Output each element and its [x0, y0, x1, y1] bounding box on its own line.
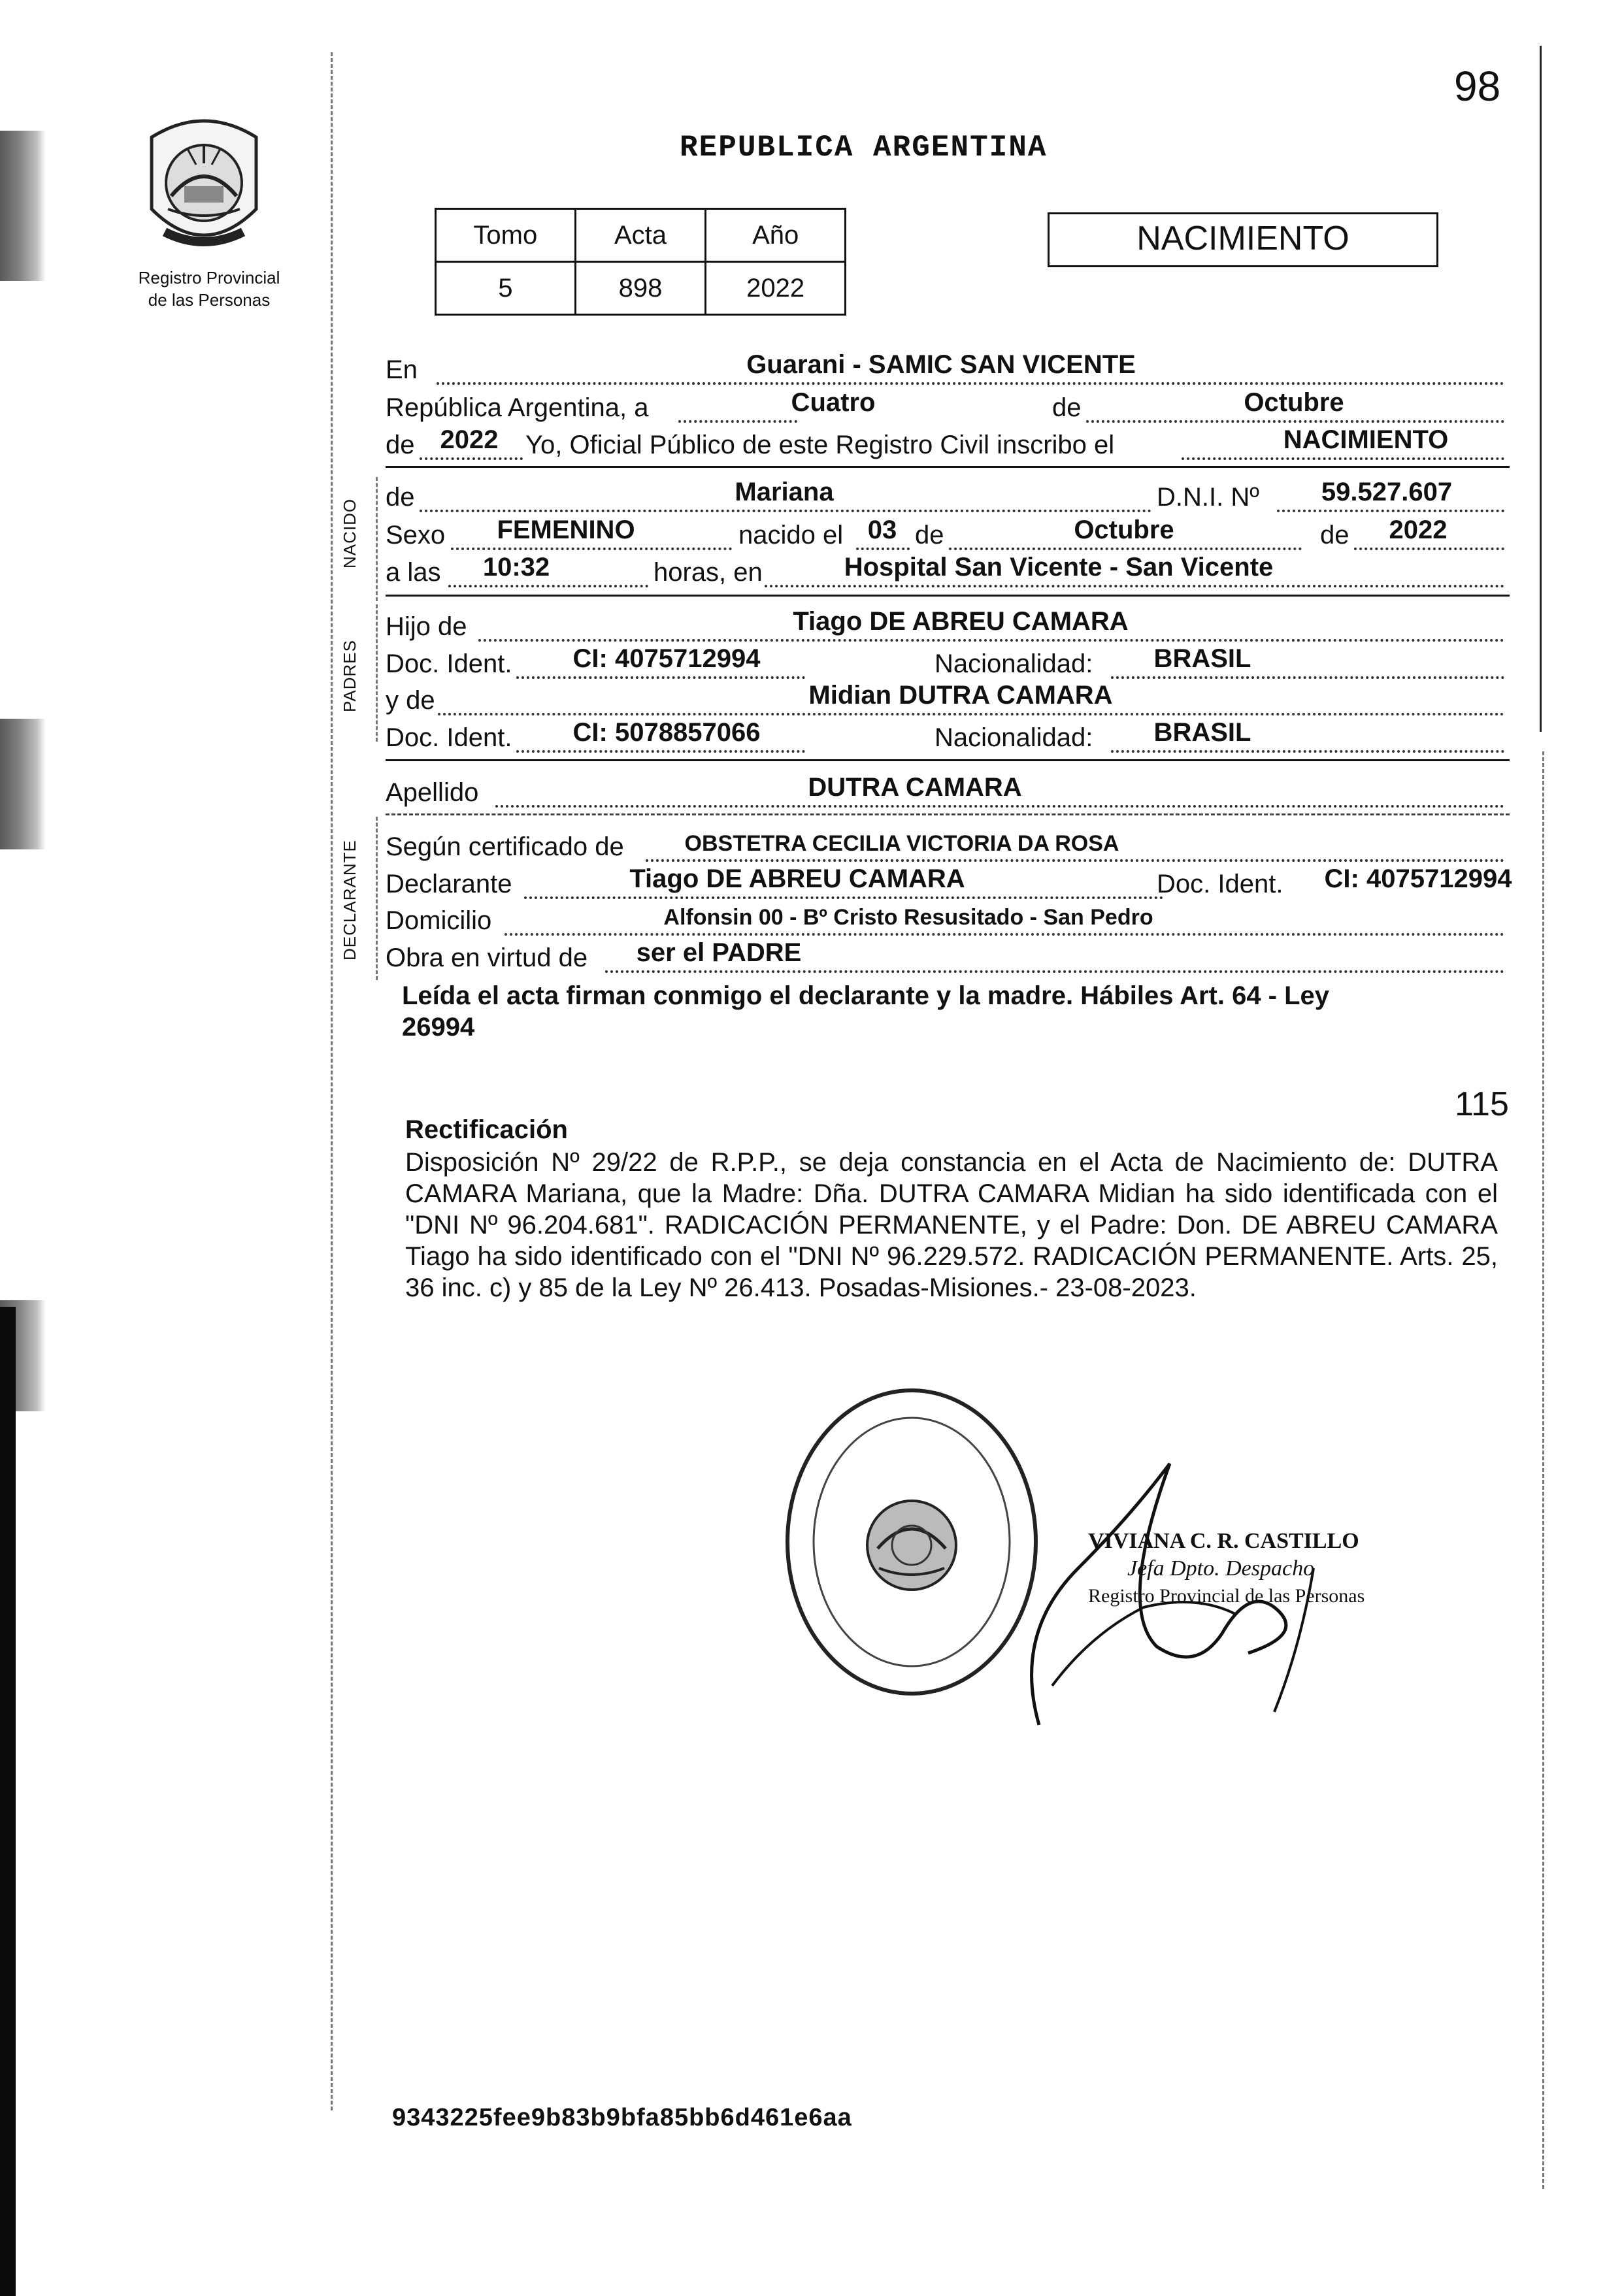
- fill-line: [765, 585, 1504, 587]
- value-obra: ser el PADRE: [636, 938, 802, 967]
- scan-artifact: [0, 719, 46, 849]
- label-de: de: [1320, 521, 1349, 549]
- record-type-box: NACIMIENTO: [1048, 212, 1438, 267]
- value-nombre: Mariana: [735, 478, 834, 506]
- row-nombre: [386, 477, 1504, 515]
- section-bracket: [376, 817, 378, 980]
- page-number: 98: [1454, 63, 1501, 110]
- row-padre-doc: [386, 644, 1504, 681]
- document-hash: 9343225fee9b83b9bfa85bb6d461e6aa: [392, 2104, 852, 2131]
- fill-line: [1277, 510, 1504, 512]
- row-madre-doc: [386, 717, 1504, 755]
- label-dni: D.N.I. Nº: [1157, 483, 1259, 512]
- signatory-block: [1088, 1528, 1365, 1610]
- section-bracket: [376, 604, 378, 742]
- row-domicilio: [386, 900, 1504, 938]
- label-doc: Doc. Ident.: [1157, 870, 1283, 898]
- value-padre: Tiago DE ABREU CAMARA: [793, 607, 1129, 636]
- label-doc: Doc. Ident.: [386, 723, 512, 752]
- value-inscripcion: NACIMIENTO: [1283, 425, 1449, 454]
- value-dia: Cuatro: [791, 388, 876, 417]
- registry-name: [111, 267, 307, 311]
- fill-line: [516, 676, 805, 679]
- fill-line: [1111, 750, 1504, 753]
- value-madre: Midian DUTRA CAMARA: [808, 681, 1113, 710]
- anio-header: Año: [706, 209, 846, 262]
- label-doc: Doc. Ident.: [386, 649, 512, 678]
- side-label-nacido: NACIDO: [340, 498, 359, 568]
- anio-value: 2022: [706, 262, 846, 315]
- fill-line: [448, 585, 648, 587]
- fill-line: [516, 750, 805, 753]
- value-hora: 10:32: [482, 553, 550, 582]
- fill-line: [505, 933, 1504, 936]
- section-divider: [386, 813, 1510, 815]
- row-madre: [386, 680, 1504, 718]
- value-madre-doc: CI: 5078857066: [572, 718, 761, 747]
- margin-border: [1540, 46, 1542, 732]
- margin-guide: [1542, 751, 1544, 2189]
- registry-line-1: Registro Provincial: [138, 268, 280, 287]
- fill-line: [605, 970, 1504, 973]
- label-nacionalidad: Nacionalidad:: [935, 723, 1093, 752]
- label-alas: a las: [386, 558, 441, 587]
- scan-artifact: [0, 131, 46, 281]
- row-apellido: [386, 772, 1504, 810]
- fill-line: [478, 639, 1504, 642]
- record-table: [435, 208, 846, 316]
- label-de: de: [915, 521, 944, 549]
- fill-line: [646, 859, 1504, 862]
- row-obra: [386, 938, 1504, 976]
- value-certificado: OBSTETRA CECILIA VICTORIA DA ROSA: [684, 831, 1119, 856]
- value-lugar-nac: Hospital San Vicente - San Vicente: [844, 553, 1274, 582]
- side-label-padres: PADRES: [340, 640, 359, 712]
- tomo-value: 5: [436, 262, 576, 315]
- row-hora: [386, 552, 1504, 590]
- label-apellido: Apellido: [386, 778, 479, 807]
- label-hijo: Hijo de: [386, 612, 467, 641]
- registry-line-2: de las Personas: [148, 290, 271, 310]
- label-yo: Yo, Oficial Público de este Registro Civil inscribo el: [525, 431, 1115, 459]
- fill-line: [524, 896, 1163, 899]
- fill-line: [438, 713, 1504, 715]
- value-mes: Octubre: [1244, 388, 1344, 417]
- margin-number: 115: [1455, 1085, 1509, 1123]
- value-padre-doc: CI: 4075712994: [572, 644, 761, 673]
- signatory-office: Registro Provincial de las Personas: [1088, 1585, 1365, 1607]
- label-obra: Obra en virtud de: [386, 943, 588, 972]
- signatory-role: Jefa Dpto. Despacho: [1127, 1556, 1315, 1581]
- province-seal: [139, 111, 269, 261]
- label-yde: y de: [386, 686, 435, 715]
- closing-statement: [402, 980, 1526, 1043]
- label-segun: Según certificado de: [386, 832, 624, 861]
- label-en: En: [386, 355, 418, 384]
- fill-line: [437, 382, 1504, 385]
- row-declarante: [386, 864, 1512, 902]
- value-domicilio: Alfonsin 00 - Bº Cristo Resusitado - San Pedro: [663, 905, 1153, 930]
- section-bracket: [376, 477, 378, 601]
- row-en: [386, 350, 1504, 387]
- value-sexo: FEMENINO: [497, 516, 635, 544]
- section-divider: [386, 595, 1510, 597]
- value-nac-anio: 2022: [1389, 516, 1448, 544]
- closing-line-1: Leída el acta firman conmigo el declarante y la madre. Hábiles Art. 64 - Ley: [402, 981, 1330, 1010]
- value-nac-dia: 03: [867, 516, 897, 544]
- signatory-name: VIVIANA C. R. CASTILLO: [1088, 1529, 1359, 1553]
- fill-line: [495, 805, 1504, 808]
- fill-line: [420, 457, 523, 460]
- value-madre-nac: BRASIL: [1153, 718, 1251, 747]
- label-de: de: [1052, 393, 1082, 422]
- label-de: de: [386, 431, 415, 459]
- fill-line: [1086, 420, 1504, 423]
- section-divider: [386, 759, 1510, 761]
- value-dni: 59.527.607: [1321, 478, 1453, 506]
- value-declarante-doc: CI: 4075712994: [1324, 864, 1512, 893]
- fill-line: [678, 420, 797, 423]
- value-padre-nac: BRASIL: [1153, 644, 1251, 673]
- closing-line-2: 26994: [402, 1013, 475, 1041]
- margin-guide: [331, 52, 333, 2110]
- scan-edge-bar: [0, 1307, 16, 2296]
- label-nacionalidad: Nacionalidad:: [935, 649, 1093, 678]
- fill-line: [1182, 457, 1504, 460]
- label-republica: República Argentina, a: [386, 393, 649, 422]
- tomo-header: Tomo: [436, 209, 576, 262]
- fill-line: [420, 510, 1151, 512]
- acta-value: 898: [575, 262, 706, 315]
- row-inscripcion: [386, 425, 1504, 463]
- fill-line: [1354, 548, 1504, 550]
- value-nac-mes: Octubre: [1074, 516, 1174, 544]
- value-lugar: Guarani - SAMIC SAN VICENTE: [746, 350, 1136, 379]
- fill-line: [451, 548, 732, 550]
- value-apellido: DUTRA CAMARA: [808, 773, 1022, 802]
- row-sexo: [386, 515, 1504, 553]
- rectificacion-body: Disposición Nº 29/22 de R.P.P., se deja constancia en el Acta de Nacimiento de: DUTRA CAMARA Mariana, que la Madre: Dña. DUTRA CAMARA Midian ha sido identificada con el "DNI Nº 96.204.681". RADICACIÓN PERMANENTE, y el Padre: Don. DE ABREU CAMARA Tiago ha sido identificado con el "DNI Nº 96.229.572. RADICACIÓN PERMANENTE. Arts. 25, 36 inc. c) y 85 de la Ley Nº 26.413. Posadas-Misiones.- 23-08-2023.: [405, 1148, 1498, 1302]
- row-fecha: [386, 387, 1504, 425]
- label-horas-en: horas, en: [654, 558, 763, 587]
- fill-line: [949, 548, 1302, 550]
- label-sexo: Sexo: [386, 521, 446, 549]
- acta-header: Acta: [575, 209, 706, 262]
- fill-line: [856, 548, 910, 550]
- row-padre: [386, 606, 1504, 644]
- document-title: REPUBLICA ARGENTINA: [680, 131, 1048, 165]
- label-domicilio: Domicilio: [386, 906, 492, 935]
- label-declarante: Declarante: [386, 870, 512, 898]
- label-de: de: [386, 483, 415, 512]
- section-divider: [386, 466, 1510, 468]
- row-certificado: [386, 827, 1504, 864]
- value-anio-acta: 2022: [440, 425, 499, 454]
- rectificacion-title: Rectificación: [405, 1115, 568, 1144]
- fill-line: [1111, 676, 1504, 679]
- label-nacido: nacido el: [738, 521, 844, 549]
- side-label-declarante: DECLARANTE: [340, 840, 359, 960]
- value-declarante: Tiago DE ABREU CAMARA: [629, 864, 965, 893]
